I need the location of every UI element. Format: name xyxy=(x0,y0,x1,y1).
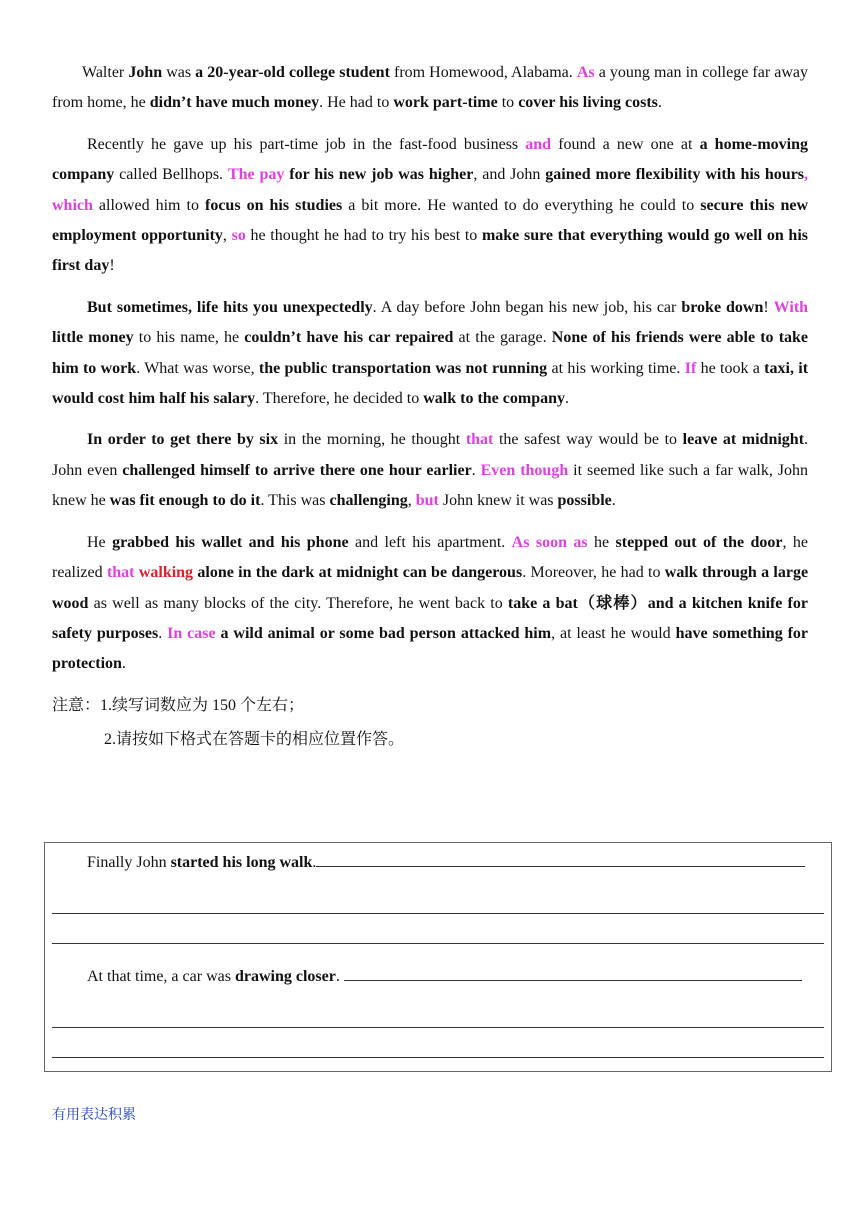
text-run: walk through a large wood xyxy=(52,564,809,612)
text-run: take a bat（球棒）and a kitchen knife for safety purposes xyxy=(52,594,808,642)
answer-start-2 xyxy=(87,968,344,985)
text-run: . He had to xyxy=(319,94,394,112)
text-run: he thought he had to try his best to xyxy=(245,227,482,245)
answer-line[interactable] xyxy=(52,1027,824,1028)
text-run: Even though xyxy=(480,461,569,479)
text-run: grabbed his wallet and his phone xyxy=(112,533,349,551)
text-run: Finally John xyxy=(87,854,171,871)
text-run: from Homewood, Alabama. xyxy=(389,64,577,81)
text-run: None of his friends were able to take him to work xyxy=(52,329,809,377)
text-run: In order to get there by six xyxy=(87,431,279,449)
text-run: , he realized xyxy=(52,533,809,582)
paragraph-5 xyxy=(52,528,808,680)
answer-line[interactable] xyxy=(52,943,824,944)
text-run: the safest way would be to xyxy=(493,431,683,449)
text-run: didn’t have much money xyxy=(149,94,320,112)
note-line-2: 2.请按如下格式在答题卡的相应位置作答。 xyxy=(104,730,405,748)
text-run: as well as many blocks of the city. Therefore, he went back to xyxy=(88,594,508,612)
answer-line[interactable] xyxy=(52,913,824,914)
text-run: gained more flexibility with his hours xyxy=(545,166,805,184)
text-run: for his new job was higher xyxy=(289,166,474,184)
text-run: to xyxy=(497,94,519,112)
text-run: he took a xyxy=(696,359,765,377)
text-run: . xyxy=(312,854,317,871)
text-run: , xyxy=(222,227,232,245)
text-run: focus on his studies xyxy=(205,196,343,214)
text-run: possible xyxy=(557,492,612,510)
text-run: . xyxy=(471,461,481,479)
text-run: started his long walk xyxy=(170,854,313,871)
text-run: drawing closer xyxy=(234,968,336,985)
text-run: , and John xyxy=(473,166,546,184)
text-run: a home-moving company xyxy=(52,135,809,184)
text-run: in the morning, he thought xyxy=(278,431,466,449)
text-run: . xyxy=(657,94,662,112)
passage xyxy=(52,58,808,755)
text-run: alone in the dark at midnight can be dangerous xyxy=(197,564,523,582)
text-run: it seemed like such a far walk, John knew he xyxy=(52,461,809,510)
paragraph-3 xyxy=(52,293,808,415)
text-run: at the garage. xyxy=(453,329,552,347)
text-run: Recently he gave up his part-time job in the fast-food business xyxy=(87,135,526,153)
text-run: taxi, it would cost him half his salary xyxy=(52,359,809,408)
text-run: but xyxy=(415,492,439,510)
text-run: , which xyxy=(52,166,809,214)
text-run: The pay xyxy=(227,166,285,184)
text-run: . xyxy=(158,624,168,642)
text-run: He xyxy=(87,533,113,551)
text-run: . What was worse, xyxy=(136,359,259,377)
text-run: and left his apartment. xyxy=(348,533,512,551)
text-run: Walter xyxy=(82,64,129,81)
text-run: work part-time xyxy=(393,94,498,112)
text-run: As xyxy=(576,64,595,81)
text-run: . xyxy=(121,655,126,673)
text-run: But sometimes, life hits you unexpectedly xyxy=(87,298,373,316)
text-run: to his name, he xyxy=(133,329,245,347)
text-run: . xyxy=(335,968,344,985)
text-run: the public transportation was not running xyxy=(258,359,548,377)
answer-start-1 xyxy=(87,854,316,871)
text-run: a wild animal or some bad person attacked him xyxy=(220,624,552,642)
text-run: couldn’t have his car repaired xyxy=(244,329,454,347)
note-line-1: 注意：1.续写词数应为 150 个左右； xyxy=(52,696,305,714)
text-run: ! xyxy=(109,257,115,275)
answer-line[interactable] xyxy=(52,1057,824,1058)
text-run: . John even xyxy=(52,431,809,479)
text-run: With xyxy=(773,298,809,316)
paragraph-4 xyxy=(52,425,808,516)
text-run: make sure that everything would go well on his first day xyxy=(52,227,809,275)
text-run: . Moreover, he had to xyxy=(522,564,665,582)
text-run: . xyxy=(565,390,569,408)
text-run: found a new one at xyxy=(551,135,700,153)
blank-line[interactable] xyxy=(316,852,805,867)
text-run: a 20-year-old college student xyxy=(195,64,390,81)
text-run: As soon as xyxy=(511,533,588,551)
text-run: walking xyxy=(138,564,194,582)
text-run: John xyxy=(128,64,163,81)
text-run: so xyxy=(231,227,246,245)
text-run: If xyxy=(684,359,697,377)
text-run: John knew it was xyxy=(438,492,558,510)
paragraph-1 xyxy=(52,58,808,119)
text-run: cover his living costs xyxy=(518,94,658,112)
text-run: little money xyxy=(52,329,134,347)
text-run: . xyxy=(611,492,616,510)
text-run: was xyxy=(162,64,196,81)
paragraph-2 xyxy=(52,130,808,282)
answer-box xyxy=(44,842,832,1072)
text-run: have something for protection xyxy=(52,624,809,673)
text-run: secure this new employment opportunity xyxy=(52,196,808,245)
blank-line[interactable] xyxy=(344,966,802,981)
text-run: a bit more. He wanted to do everything he could to xyxy=(342,196,701,214)
text-run: . A day before John began his new job, his car xyxy=(372,298,682,316)
text-run: . Therefore, he decided to xyxy=(255,390,424,408)
text-run: broke down xyxy=(681,298,764,316)
text-run: ! xyxy=(763,298,774,316)
text-run: leave at midnight xyxy=(682,431,805,449)
text-run: and xyxy=(525,135,552,153)
text-run: stepped out of the door xyxy=(615,533,783,551)
text-run: challenging xyxy=(329,492,408,510)
text-run: . This was xyxy=(260,492,330,510)
text-run: challenged himself to arrive there one hour earlier xyxy=(122,461,472,479)
text-run: was fit enough to do it xyxy=(109,492,261,510)
text-run: In case xyxy=(167,624,216,642)
text-run: walk to the company xyxy=(423,390,565,408)
text-run: , at least he would xyxy=(551,624,676,642)
text-run: he xyxy=(587,533,616,551)
text-run: allowed him to xyxy=(92,196,205,214)
text-run: , xyxy=(407,492,416,510)
useful-expressions-heading: 有用表达积累 xyxy=(52,1107,136,1123)
answer-start-line-2 xyxy=(52,966,824,987)
text-run: at his working time. xyxy=(547,359,685,377)
text-run: a young man in college far away from home, he xyxy=(52,64,809,112)
text-run: that xyxy=(465,431,494,449)
answer-start-line-1 xyxy=(52,852,824,873)
text-run: called Bellhops. xyxy=(114,166,228,184)
text-run: At that time, a car was xyxy=(87,968,235,985)
text-run: that xyxy=(106,564,135,582)
